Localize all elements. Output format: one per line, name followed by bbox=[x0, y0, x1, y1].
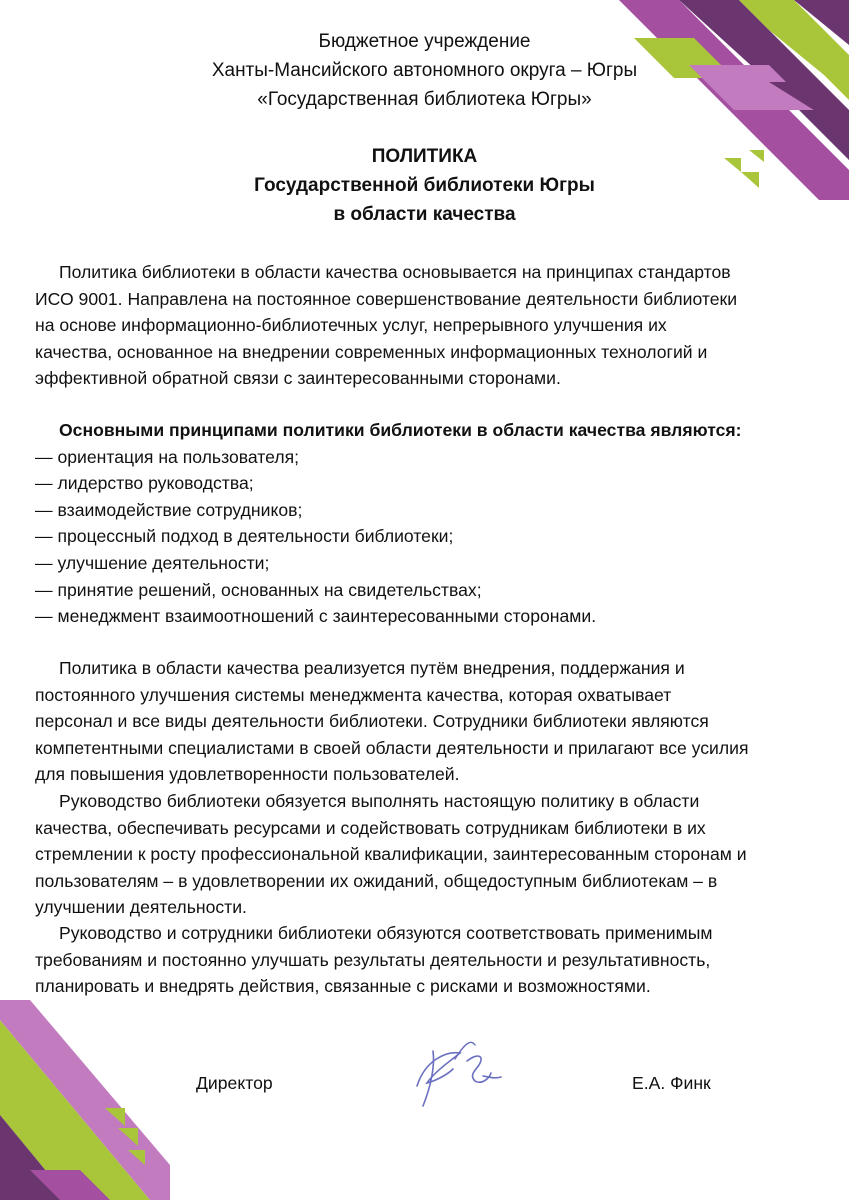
text-line: компетентными специалистами в своей области деятельности и прилагают все усилия bbox=[35, 737, 749, 758]
handwritten-signature bbox=[405, 1031, 515, 1111]
implementation-paragraph bbox=[35, 655, 825, 788]
text-line: улучшении деятельности. bbox=[35, 897, 247, 918]
compliance-paragraph bbox=[35, 920, 825, 1000]
principles-heading: Основными принципами политики библиотеки в области качества являются: bbox=[59, 420, 742, 440]
principle-item: — лидерство руководства; bbox=[35, 473, 254, 494]
principle-item: — улучшение деятельности; bbox=[35, 552, 270, 573]
commitment-paragraph bbox=[35, 788, 825, 921]
principle-item: — принятие решений, основанных на свидетельствах; bbox=[35, 579, 482, 600]
title-line: в области качества bbox=[333, 204, 516, 225]
organization-type: Бюджетное учреждение bbox=[318, 31, 531, 52]
text-line: стремлении к росту профессиональной квалификации, заинтересованным сторонам и bbox=[35, 844, 747, 865]
principle-item: — ориентация на пользователя; bbox=[35, 446, 300, 467]
document-title bbox=[0, 142, 849, 229]
text-line: эффективной обратной связи с заинтересованными сторонами. bbox=[35, 368, 561, 389]
text-line: персонал и все виды деятельности библиотеки. Сотрудники библиотеки являются bbox=[35, 711, 709, 732]
organization-region: Ханты-Мансийского автономного округа – Югры bbox=[211, 60, 638, 81]
director-name: Е.А. Финк bbox=[632, 1073, 711, 1093]
principles-section bbox=[35, 417, 825, 630]
title-line: Государственной библиотеки Югры bbox=[254, 175, 595, 196]
principle-item: — взаимодействие сотрудников; bbox=[35, 499, 303, 520]
text-line: качества, обеспечивать ресурсами и содействовать сотрудникам библиотеки в их bbox=[35, 817, 706, 838]
text-line: Руководство библиотеки обязуется выполнять настоящую политику в области bbox=[59, 791, 700, 811]
text-line: Политика в области качества реализуется путём внедрения, поддержания и bbox=[59, 658, 685, 678]
text-line: планировать и внедрять действия, связанные с рисками и возможностями. bbox=[35, 976, 651, 997]
signature-block bbox=[0, 1071, 849, 1101]
text-line: Политика библиотеки в области качества основывается на принципах стандартов bbox=[59, 262, 731, 282]
text-line: качества, основанное на внедрении современных информационных технологий и bbox=[35, 341, 708, 362]
principle-item: — процессный подход в деятельности библиотеки; bbox=[35, 526, 454, 547]
intro-paragraph bbox=[35, 259, 825, 392]
principle-item: — менеджмент взаимоотношений с заинтересованными сторонами. bbox=[35, 606, 597, 627]
text-line: для повышения удовлетворенности пользователей. bbox=[35, 764, 460, 785]
director-title: Директор bbox=[196, 1073, 273, 1093]
text-line: постоянного улучшения системы менеджмента качества, которая охватывает bbox=[35, 684, 672, 705]
text-line: Руководство и сотрудники библиотеки обязуются соответствовать применимым bbox=[59, 923, 713, 943]
organization-name: «Государственная библиотека Югры» bbox=[257, 89, 592, 110]
organization-header bbox=[0, 27, 849, 114]
text-line: на основе информационно-библиотечных услуг, непрерывного улучшения их bbox=[35, 315, 667, 336]
text-line: требованиям и постоянно улучшать результаты деятельности и результативность, bbox=[35, 949, 711, 970]
text-line: пользователям – в удовлетворении их ожиданий, общедоступным библиотекам – в bbox=[35, 870, 718, 891]
text-line: ИСО 9001. Направлена на постоянное совершенствование деятельности библиотеки bbox=[35, 288, 738, 309]
title-line: ПОЛИТИКА bbox=[371, 146, 478, 167]
